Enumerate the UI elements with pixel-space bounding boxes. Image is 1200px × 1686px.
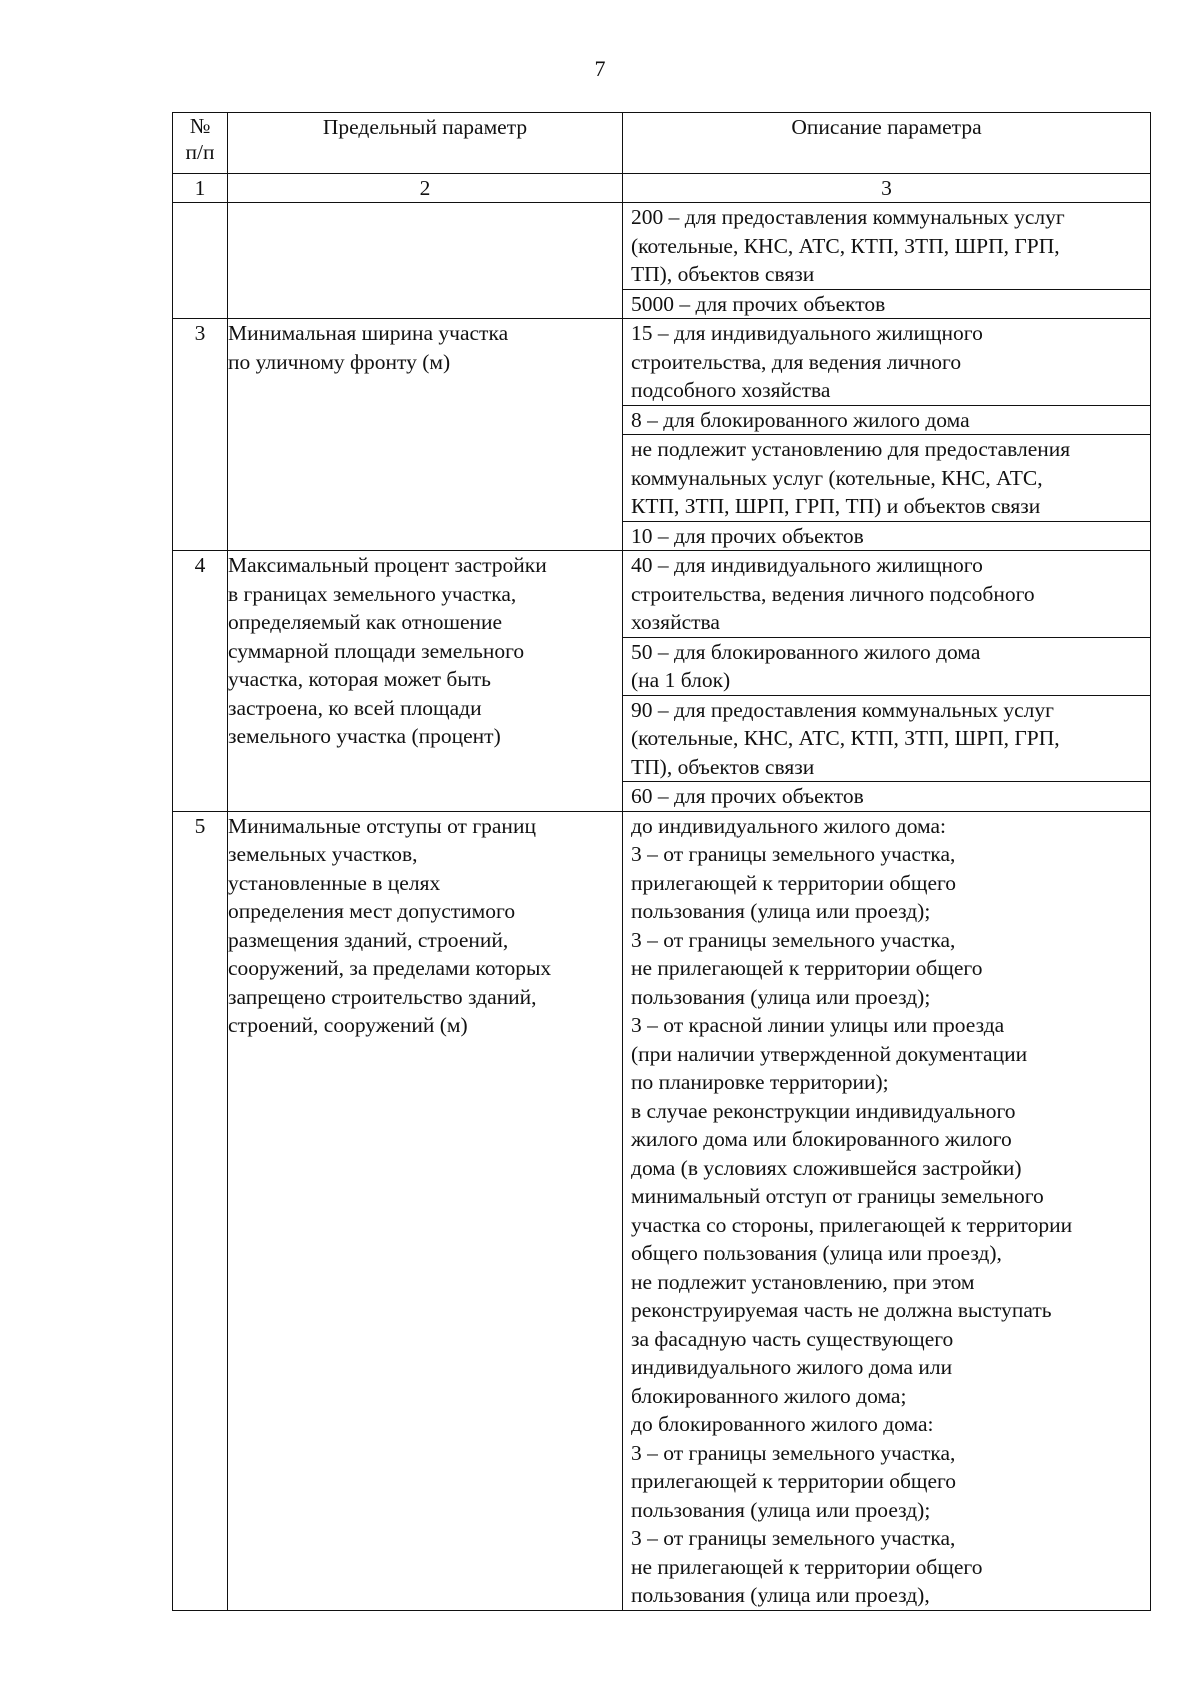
description-entry	[623, 290, 1150, 319]
parameter-text-line: определения мест допустимого	[228, 899, 516, 923]
description-text-line: 8 – для блокированного жилого дома	[631, 407, 970, 432]
description-text-line: индивидуального жилого дома или	[631, 1355, 953, 1379]
description-text-line: подсобного хозяйства	[631, 378, 831, 402]
parameter-text-line: в границах земельного участка,	[228, 581, 517, 606]
parameters-table	[172, 112, 1151, 1611]
description-entry	[623, 522, 1150, 551]
description-text-line: 40 – для индивидуального жилищного	[631, 553, 983, 577]
parameter-text-line: строений, сооружений (м)	[228, 1013, 468, 1037]
column-number-3: 3	[623, 174, 1151, 203]
parameter-text-line: установленные в целях	[228, 870, 441, 895]
description-text-line: 5000 – для прочих объектов	[631, 291, 886, 316]
description-text-line: не подлежит установлению, при этом	[631, 1269, 975, 1294]
description-text-line: 3 – от границы земельного участка,	[631, 842, 956, 866]
row-number: 4	[173, 551, 228, 812]
description-text-line: КТП, ЗТП, ШРП, ГРП, ТП) и объектов связи	[631, 494, 1041, 518]
header-parameter: Предельный параметр	[228, 113, 623, 174]
row-description	[623, 811, 1151, 1610]
column-number-2: 2	[228, 174, 623, 203]
description-text-line: хозяйства	[631, 610, 720, 634]
parameter-text-line: земельных участков,	[228, 842, 418, 866]
column-numbers-row	[173, 174, 1151, 203]
table-header-row	[173, 113, 1151, 174]
description-text-line: (при наличии утвержденной документации	[631, 1041, 1028, 1066]
description-text-line: (на 1 блок)	[631, 668, 731, 692]
parameter-text-line: сооружений, за пределами которых	[228, 956, 552, 980]
description-text-line: до индивидуального жилого дома:	[631, 813, 947, 838]
parameter-text-line: Максимальный процент застройки	[228, 553, 547, 577]
description-entry	[623, 696, 1150, 783]
description-text-line: 3 – от границы земельного участка,	[631, 1526, 956, 1550]
description-text-line: пользования (улица или проезд),	[631, 1583, 930, 1607]
description-text-line: дома (в условиях сложившейся застройки)	[631, 1155, 1022, 1180]
header-number-label: п/п	[185, 140, 215, 164]
description-entry	[623, 406, 1150, 436]
row-parameter	[228, 203, 623, 319]
row-number: 3	[173, 319, 228, 551]
parameter-text-line: застроена, ко всей площади	[228, 695, 482, 720]
header-description: Описание параметра	[623, 113, 1151, 174]
description-text-line: ТП), объектов связи	[631, 754, 815, 779]
description-entry	[623, 638, 1150, 696]
description-text-line: 3 – от границы земельного участка,	[631, 1440, 956, 1465]
description-text-line: жилого дома или блокированного жилого	[631, 1127, 1012, 1151]
description-text-line: не прилегающей к территории общего	[631, 956, 983, 980]
description-text-line: строительства, ведения личного подсобного	[631, 581, 1035, 606]
description-text-line: строительства, для ведения личного	[631, 349, 962, 374]
description-text-line: пользования (улица или проезд);	[631, 984, 931, 1009]
row-description	[623, 203, 1151, 319]
description-text-line: 10 – для прочих объектов	[631, 523, 864, 548]
description-text-line: по планировке территории);	[631, 1070, 889, 1094]
parameter-text-line: размещения зданий, строений,	[228, 927, 509, 952]
description-text-line: не прилегающей к территории общего	[631, 1554, 983, 1579]
description-text-line: коммунальных услуг (котельные, КНС, АТС,	[631, 465, 1043, 490]
description-text-line: 60 – для прочих объектов	[631, 784, 864, 808]
table-row	[173, 811, 1151, 1610]
parameter-text-line: Минимальные отступы от границ	[228, 813, 536, 838]
description-text-line: (котельные, КНС, АТС, КТП, ЗТП, ШРП, ГРП,	[631, 233, 1060, 258]
description-text-line: 3 – от границы земельного участка,	[631, 927, 956, 952]
parameter-text-line: земельного участка (процент)	[228, 724, 501, 748]
description-text-line: 50 – для блокированного жилого дома	[631, 639, 981, 664]
description-entry	[623, 435, 1150, 522]
description-text-line: до блокированного жилого дома:	[631, 1412, 934, 1436]
row-description	[623, 319, 1151, 551]
description-text-line: прилегающей к территории общего	[631, 1469, 957, 1493]
description-entry	[623, 782, 1150, 811]
table-row	[173, 551, 1151, 812]
page-number: 7	[594, 56, 606, 81]
description-text-line: в случае реконструкции индивидуального	[631, 1098, 1016, 1123]
description-text-line: блокированного жилого дома;	[631, 1383, 907, 1408]
parameter-text-line: Минимальная ширина участка	[228, 321, 509, 345]
description-text-line: 3 – от красной линии улицы или проезда	[631, 1013, 1005, 1037]
description-text-line: реконструируемая часть не должна выступать	[631, 1298, 1052, 1322]
column-number-1: 1	[173, 174, 228, 203]
description-entry	[623, 812, 1150, 1610]
description-text-line: 90 – для предоставления коммунальных услуг	[631, 697, 1054, 722]
row-parameter	[228, 551, 623, 812]
description-text-line: прилегающей к территории общего	[631, 870, 957, 895]
row-description	[623, 551, 1151, 812]
table-row	[173, 319, 1151, 551]
description-entry	[623, 551, 1150, 638]
row-number: 5	[173, 811, 228, 1610]
description-entry	[623, 203, 1150, 290]
description-text-line: (котельные, КНС, АТС, КТП, ЗТП, ШРП, ГРП,	[631, 726, 1060, 750]
parameter-text-line: определяемый как отношение	[228, 610, 503, 634]
header-number	[173, 113, 228, 174]
row-number	[173, 203, 228, 319]
row-parameter	[228, 811, 623, 1610]
description-text-line: общего пользования (улица или проезд),	[631, 1241, 1002, 1265]
row-parameter	[228, 319, 623, 551]
description-text-line: пользования (улица или проезд);	[631, 1497, 931, 1522]
description-text-line: 200 – для предоставления коммунальных услуг	[631, 205, 1065, 229]
description-text-line: ТП), объектов связи	[631, 262, 815, 286]
description-text-line: 15 – для индивидуального жилищного	[631, 321, 983, 345]
description-entry	[623, 319, 1150, 406]
description-text-line: пользования (улица или проезд);	[631, 899, 931, 923]
header-number-sign: №	[189, 114, 211, 138]
description-text-line: минимальный отступ от границы земельного	[631, 1184, 1044, 1208]
table-row	[173, 203, 1151, 319]
description-text-line: не подлежит установлению для предоставления	[631, 437, 1071, 461]
description-text-line: участка со стороны, прилегающей к территории	[631, 1212, 1073, 1237]
parameter-text-line: суммарной площади земельного	[228, 638, 525, 663]
parameter-text-line: по уличному фронту (м)	[228, 349, 451, 374]
parameter-text-line: участка, которая может быть	[228, 667, 491, 691]
parameter-text-line: запрещено строительство зданий,	[228, 984, 537, 1009]
description-text-line: за фасадную часть существующего	[631, 1326, 954, 1351]
